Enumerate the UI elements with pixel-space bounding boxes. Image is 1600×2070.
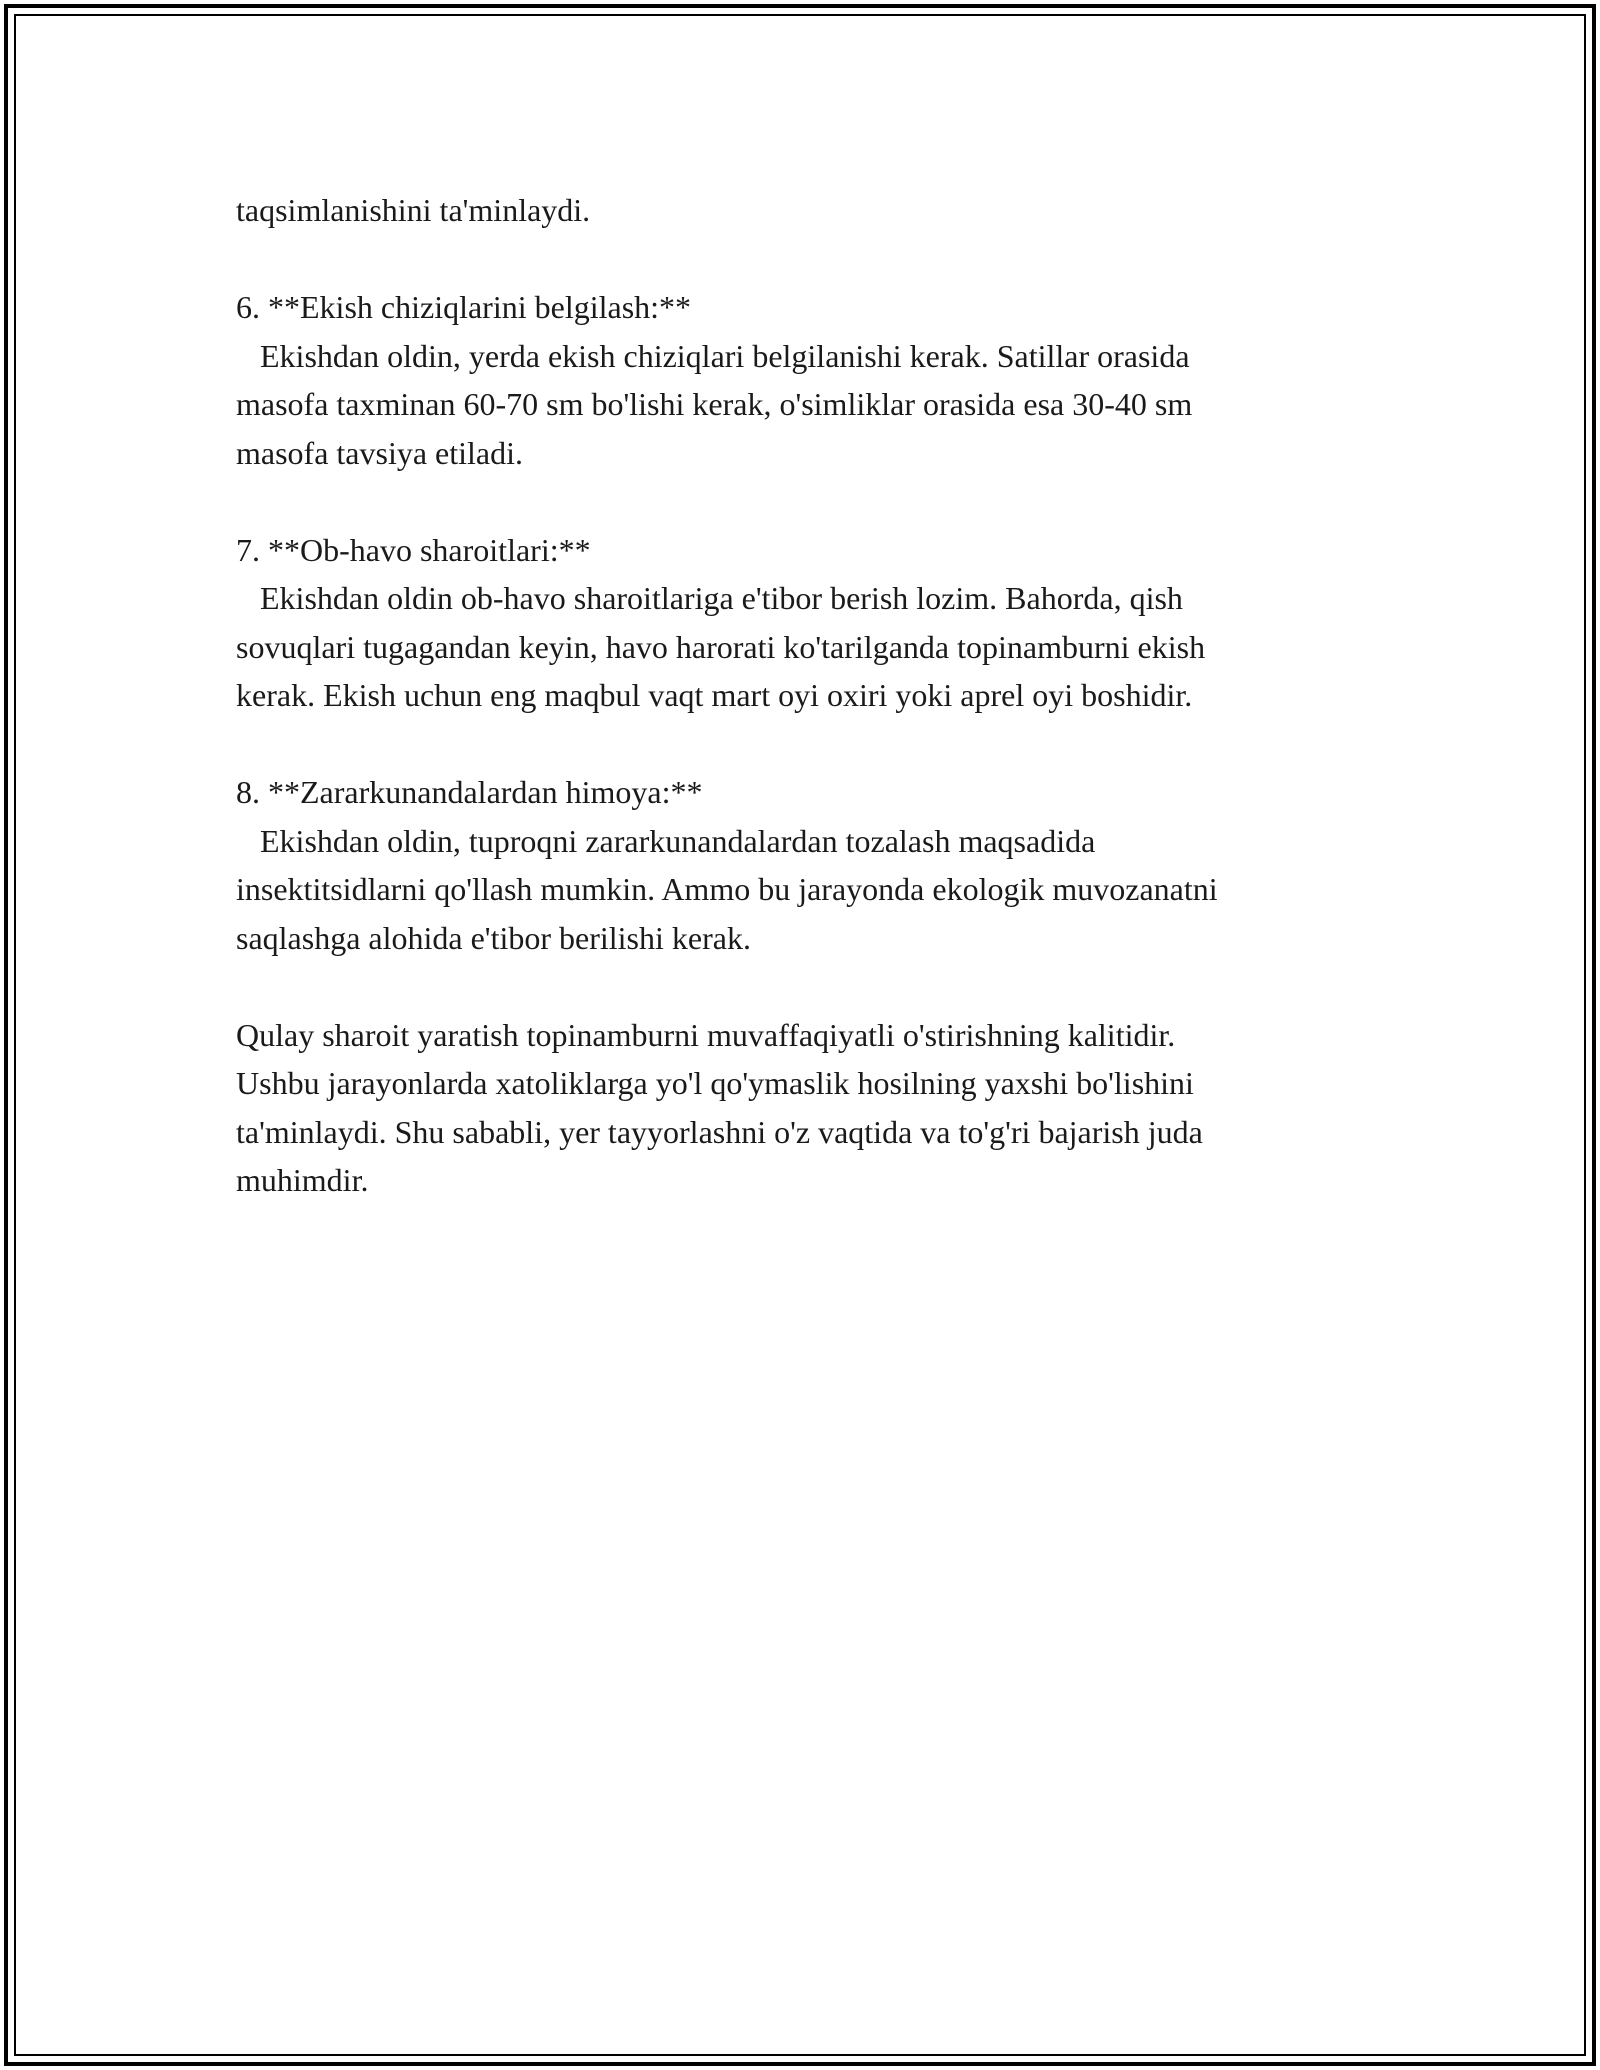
section-6-line: masofa taxminan 60-70 sm bo'lishi kerak, o'simliklar orasida esa 30-40 sm	[236, 386, 1193, 422]
section-6-line: Ekishdan oldin, yerda ekish chiziqlari belgilanishi kerak. Satillar orasida	[236, 337, 1190, 374]
paragraph-gap	[236, 720, 1366, 769]
paragraph-gap	[236, 477, 1366, 526]
intro-line: taqsimlanishini ta'minlaydi.	[236, 192, 591, 228]
section-8-heading: 8. **Zararkunandalardan himoya:**	[236, 774, 703, 810]
conclusion-line: muhimdir.	[236, 1162, 369, 1198]
conclusion-line: Qulay sharoit yaratish topinamburni muvaffaqiyatli o'stirishning kalitidir.	[236, 1016, 1176, 1053]
section-8-line: saqlashga alohida e'tibor berilishi kerak.	[236, 919, 751, 956]
paragraph-gap	[236, 235, 1366, 284]
paragraph-gap	[236, 962, 1366, 1011]
section-7-line: Ekishdan oldin ob-havo sharoitlariga e'tibor berish lozim. Bahorda, qish	[236, 580, 1183, 616]
document-body	[236, 186, 1366, 1205]
section-8-line: Ekishdan oldin, tuproqni zararkunandalardan tozalash maqsadida	[236, 822, 1096, 859]
conclusion-line: ta'minlaydi. Shu sababli, yer tayyorlashni o'z vaqtida va to'g'ri bajarish juda	[236, 1113, 1203, 1150]
section-6-line: masofa tavsiya etiladi.	[236, 434, 524, 471]
conclusion-line: Ushbu jarayonlarda xatoliklarga yo'l qo'ymaslik hosilning yaxshi bo'lishini	[236, 1065, 1194, 1101]
section-8-line: insektitsidlarni qo'llash mumkin. Ammo bu jarayonda ekologik muvozanatni	[236, 871, 1218, 907]
section-7-line: kerak. Ekish uchun eng maqbul vaqt mart oyi oxiri yoki aprel oyi boshidir.	[236, 677, 1193, 713]
section-7-line: sovuqlari tugagandan keyin, havo harorati ko'tarilganda topinamburni ekish	[236, 628, 1206, 665]
section-6-heading: 6. **Ekish chiziqlarini belgilash:**	[236, 289, 692, 325]
section-7-heading: 7. **Ob-havo sharoitlari:**	[236, 531, 591, 568]
